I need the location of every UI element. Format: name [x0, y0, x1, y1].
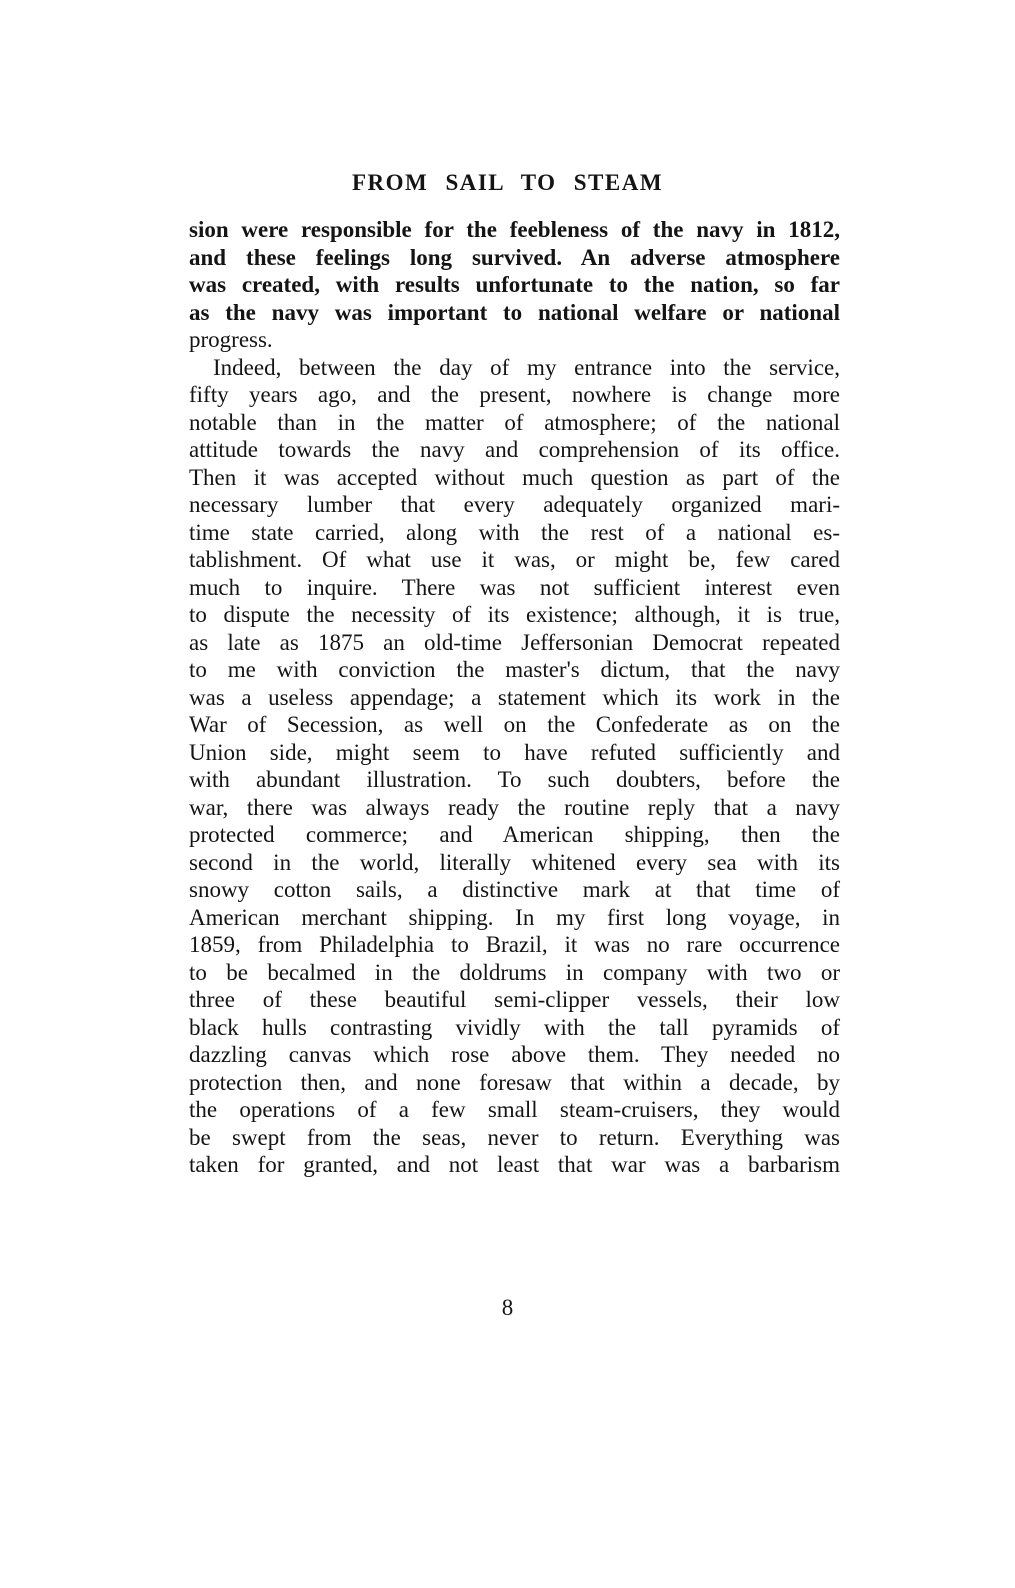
text-line: with abundant illustration. To such doubters, before the: [189, 767, 840, 792]
text-line: three of these beautiful semi-clipper vessels, their low: [189, 987, 840, 1012]
text-line: and these feelings long survived. An adverse atmosphere: [189, 244, 840, 270]
running-head: FROM SAIL TO STEAM: [351, 170, 664, 195]
text-line: protected commerce; and American shipping, then the: [189, 822, 840, 847]
text-line: was created, with results unfortunate to the nation, so far: [189, 272, 840, 297]
page-number: 8: [501, 1295, 514, 1320]
text-line: attitude towards the navy and comprehension of its office.: [189, 437, 840, 462]
text-line: Union side, might seem to have refuted sufficiently and: [189, 739, 840, 765]
text-line: 1859, from Philadelphia to Brazil, it was no rare occurrence: [189, 932, 840, 957]
text-line: much to inquire. There was not sufficient interest even: [189, 574, 840, 600]
text-line: as the navy was important to national welfare or national: [189, 299, 840, 325]
text-line: necessary lumber that every adequately organized mari-: [189, 492, 840, 517]
text-line: tablishment. Of what use it was, or might be, few cared: [189, 547, 840, 572]
text-line: war, there was always ready the routine reply that a navy: [189, 794, 840, 820]
text-line: fifty years ago, and the present, nowhere is change more: [189, 382, 840, 407]
text-line: was a useless appendage; a statement which its work in the: [189, 684, 840, 710]
text-line: black hulls contrasting vividly with the tall pyramids of: [189, 1014, 840, 1040]
text-line: the operations of a few small steam-cruisers, they would: [189, 1097, 840, 1122]
text-line: to me with conviction the master's dictum, that the navy: [189, 657, 840, 682]
text-line: Then it was accepted without much question as part of the: [189, 464, 840, 490]
text-line: protection then, and none foresaw that within a decade, by: [189, 1069, 840, 1095]
body-text: [189, 216, 840, 1179]
text-line: to be becalmed in the doldrums in company with two or: [189, 959, 840, 985]
text-line: taken for granted, and not least that war was a barbarism: [189, 1152, 840, 1177]
text-line: snowy cotton sails, a distinctive mark at that time of: [189, 877, 840, 902]
text-line: Indeed, between the day of my entrance into the service,: [213, 354, 840, 380]
text-line: War of Secession, as well on the Confederate as on the: [189, 712, 840, 737]
text-line: as late as 1875 an old-time Jeffersonian Democrat repeated: [189, 629, 840, 655]
text-line: time state carried, along with the rest of a national es-: [189, 519, 840, 545]
text-line: be swept from the seas, never to return. Everything was: [189, 1124, 840, 1150]
text-line: second in the world, literally whitened every sea with its: [189, 849, 840, 875]
text-line: sion were responsible for the feebleness of the navy in 1812,: [189, 217, 840, 242]
text-line: to dispute the necessity of its existence; although, it is true,: [189, 602, 840, 627]
text-line: dazzling canvas which rose above them. They needed no: [189, 1042, 840, 1067]
text-line: American merchant shipping. In my first long voyage, in: [189, 904, 840, 930]
text-line: progress.: [189, 327, 273, 352]
text-line: notable than in the matter of atmosphere; of the national: [189, 409, 840, 435]
